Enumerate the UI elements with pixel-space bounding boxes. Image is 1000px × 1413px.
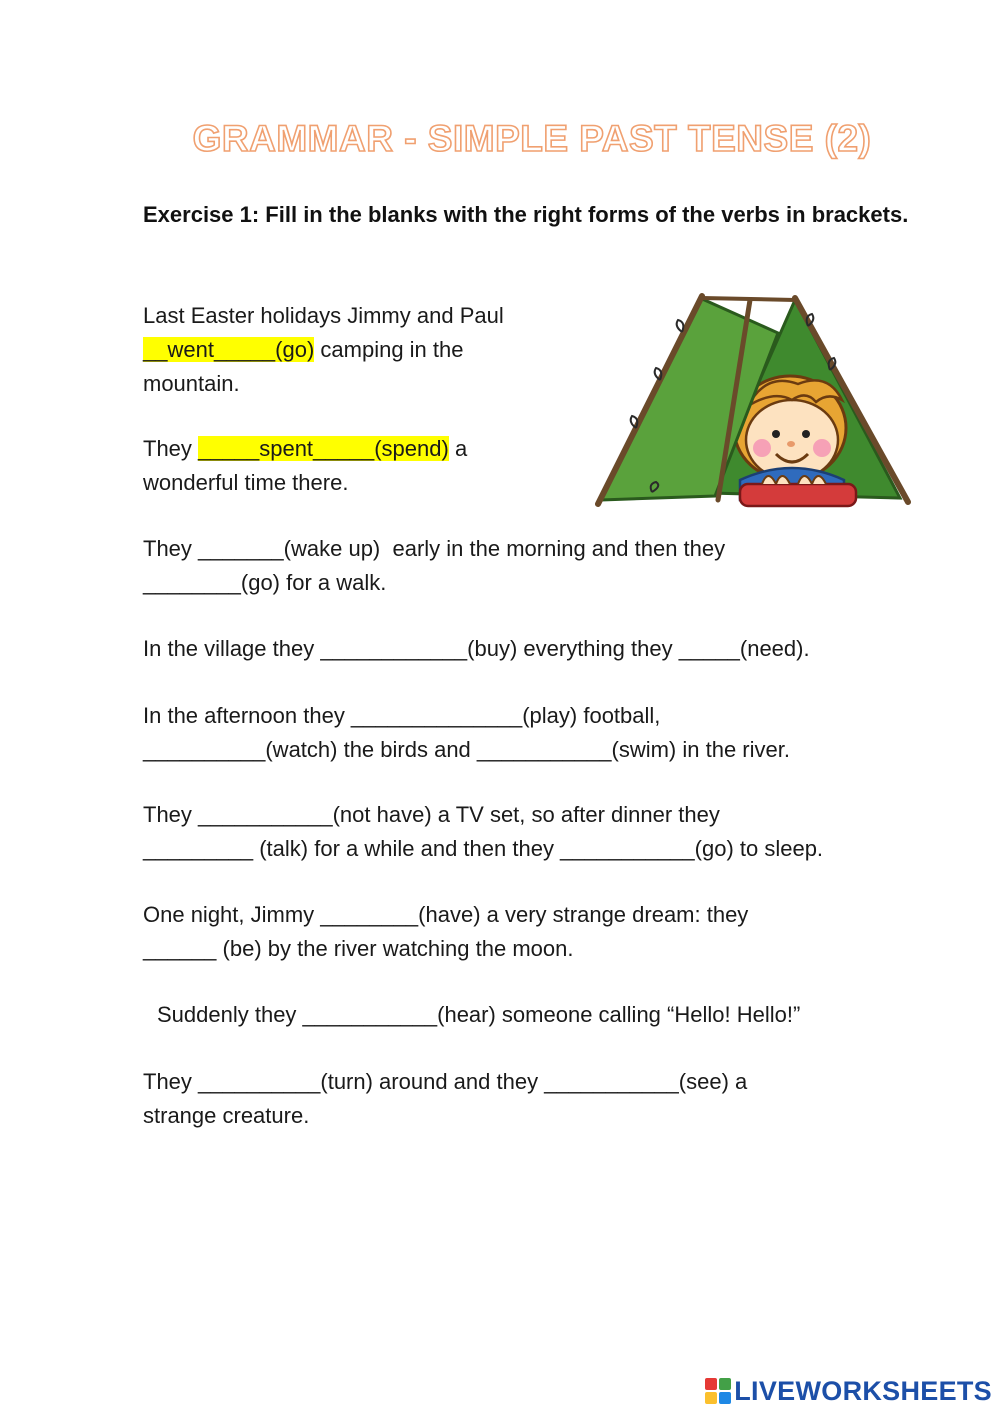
paragraph-4-line-1[interactable]: In the village they ____________(buy) everything they _____(need). [143,636,810,661]
paragraph-2-line-1 [143,432,573,466]
paragraph-1 [143,299,573,401]
paragraph-9-line-1[interactable]: They __________(turn) around and they ___________(see) a [143,1069,748,1094]
paragraph-6-line-2[interactable]: _________ (talk) for a while and then they ___________(go) to sleep. [143,836,824,861]
paragraph-1-line-3: mountain. [143,371,240,396]
sentence-text: a [448,436,468,461]
paragraph-1-line-2 [143,333,573,367]
paragraph-6 [143,798,943,866]
paragraph-8 [157,998,957,1032]
worksheet-title: GRAMMAR - SIMPLE PAST TENSE (2) [192,118,872,159]
logo-squares-icon [705,1378,731,1404]
exercise-instructions: Exercise 1: Fill in the blanks with the right forms of the verbs in brackets. [143,202,909,227]
logo-wordmark: LIVEWORKSHEETS [734,1375,992,1406]
answer-blank-1[interactable] [143,337,314,362]
blank-prefix: __ [143,337,168,362]
paragraph-2 [143,432,573,500]
paragraph-9 [143,1065,943,1133]
paragraph-3-line-2[interactable]: ________(go) for a walk. [143,570,387,595]
paragraph-5-line-1[interactable]: In the afternoon they ______________(play) football, [143,703,661,728]
blank-suffix: _____(go) [213,337,315,362]
paragraph-9-line-2[interactable]: strange creature. [143,1103,310,1128]
blank-suffix: _____(spend) [313,436,449,461]
paragraph-3-line-1[interactable]: They _______(wake up) early in the morning and then they [143,536,726,561]
paragraph-4 [143,632,943,666]
paragraph-6-line-1[interactable]: They ___________(not have) a TV set, so after dinner they [143,802,720,827]
paragraph-2-line-2: wonderful time there. [143,470,349,495]
sentence-text: camping in the [314,337,464,362]
liveworksheets-logo [705,1373,992,1409]
paragraph-5-line-2[interactable]: __________(watch) the birds and ___________(swim) in the river. [143,737,790,762]
paragraph-7-line-1[interactable]: One night, Jimmy ________(have) a very strange dream: they [143,902,749,927]
paragraph-3 [143,532,943,600]
filled-answer: spent [259,436,314,461]
blank-prefix: _____ [198,436,260,461]
sentence-text: They [143,436,199,461]
tent-boy-illustration [590,288,920,520]
paragraph-1-line-1: Last Easter holidays Jimmy and Paul [143,303,504,328]
answer-blank-2[interactable] [198,436,449,461]
paragraph-5 [143,699,943,767]
paragraph-7-line-2[interactable]: ______ (be) by the river watching the moon. [143,936,574,961]
paragraph-8-line-1[interactable]: Suddenly they ___________(hear) someone calling “Hello! Hello!” [157,1002,801,1027]
paragraph-7 [143,898,943,966]
filled-answer: went [167,337,214,362]
